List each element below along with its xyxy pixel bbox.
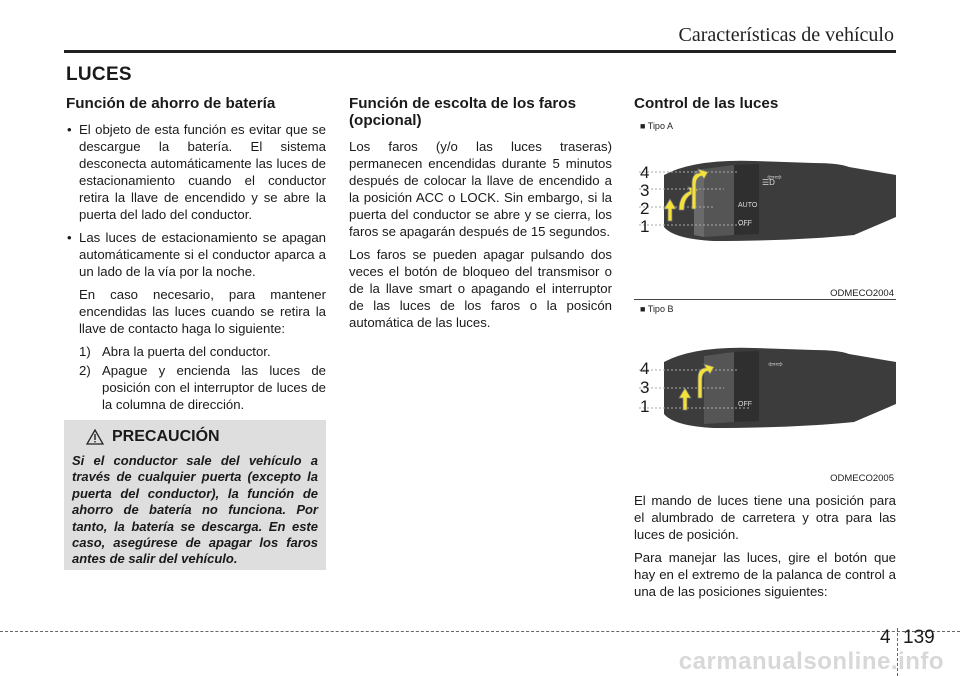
step-1 — [66, 343, 326, 360]
figure-b-positions — [640, 359, 649, 416]
position-4-label: 4 — [640, 359, 650, 378]
battery-saver-bullet-2: • Las luces de estacionamiento se apagan automáticamente si el conductor aparca a un lado de la vía por la noche. — [66, 229, 326, 280]
caution-box — [64, 420, 326, 570]
battery-saver-heading: Función de ahorro de batería — [66, 95, 276, 112]
figure-b-code: ODMECO2005 — [830, 473, 894, 484]
headlight-escort-paragraph-1: Los faros (y/o las luces traseras) permanecen encendidas durante 5 minutos después de colocar la llave de encendido a la posición ACC o LOCK. Sin embargo, si la puerta del conductor se abre y se cierra, los faros se apagarán después de 15 segundos. — [349, 139, 612, 239]
step-2-number: 2) — [79, 363, 91, 378]
svg-text:☰D: ☰D — [762, 178, 775, 187]
headlight-escort-paragraph-2: Los faros se pueden apagar pulsando dos veces el botón de bloqueo del transmisor o de la llave smart o apagando el interruptor de las luces de los faros o la posicón automática de las luces. — [349, 247, 612, 330]
page-number: 139 — [903, 627, 935, 648]
step-2 — [66, 362, 326, 413]
step-2-text: Apague y encienda las luces de posición con el interruptor de luces de la columna de dirección. — [102, 363, 326, 412]
header-rule — [64, 50, 896, 53]
footer-dashed-rule — [0, 631, 960, 632]
caution-header — [86, 428, 220, 446]
figure-b-label: ■ Tipo B — [640, 304, 674, 314]
running-header: Características de vehículo — [678, 24, 894, 46]
figure-a-positions — [640, 164, 649, 236]
watermark: carmanualsonline.info — [678, 648, 944, 675]
svg-text:OFF: OFF — [738, 401, 752, 408]
light-control-paragraph-2: Para manejar las luces, gire el botón que hay en el extremo de la palanca de control a una de las posiciones siguientes: — [634, 550, 896, 599]
step-1-text: Abra la puerta del conductor. — [102, 344, 271, 359]
svg-text:AUTO: AUTO — [738, 202, 758, 209]
figure-a-code: ODMECO2004 — [830, 288, 894, 299]
caution-title: PRECAUCIÓN — [112, 428, 220, 445]
light-control-text — [634, 492, 896, 606]
position-1-label: 1 — [640, 217, 650, 236]
battery-saver-indent: En caso necesario, para mantener encendidas las luces cuando se retira la llave de contacto haga lo siguiente: — [79, 287, 326, 336]
svg-text:OFF: OFF — [738, 220, 752, 227]
light-control-heading: Control de las luces — [634, 95, 779, 112]
light-control-paragraph-1: El mando de luces tiene una posición para el alumbrado de carretera y otra para las luces de posición. — [634, 493, 896, 542]
warning-triangle-icon — [86, 429, 104, 445]
column-battery-saver — [66, 95, 326, 415]
light-switch-type-b-illustration — [634, 302, 896, 485]
headlight-escort-heading: Función de escolta de los faros (opcional) — [349, 95, 577, 129]
step-1-number: 1) — [79, 344, 91, 359]
section-title: LUCES — [66, 64, 132, 85]
battery-saver-bullet-1: • El objeto de esta función es evitar que se descargue la batería. El sistema desconecta automáticamente las luces de estacionamiento cuando el conductor retira la llave de encendido y se abre la puerta del lado del conductor. — [66, 121, 326, 223]
light-switch-type-a-illustration — [634, 117, 896, 300]
svg-text:⇦⇨: ⇦⇨ — [768, 359, 784, 369]
position-3-label: 3 — [640, 378, 650, 397]
position-4-label: 4 — [640, 163, 650, 182]
chapter-number: 4 — [880, 627, 891, 648]
column-headlight-escort — [349, 95, 612, 337]
caution-body: Si el conductor sale del vehículo a través de cualquier puerta (excepto la puerta del conductor), la función de ahorro de batería no funciona. Por tanto, la batería se descarga. En este caso, asegúrese de apagar los faros antes de salir del vehículo. — [72, 453, 318, 567]
position-2-label: 2 — [640, 199, 650, 218]
figure-type-a — [634, 117, 896, 300]
figure-a-label: ■ Tipo A — [640, 121, 673, 131]
svg-text:⇦⇨: ⇦⇨ — [767, 172, 783, 182]
position-3-label: 3 — [640, 181, 650, 200]
position-1-label: 1 — [640, 397, 650, 416]
figure-type-b — [634, 302, 896, 485]
